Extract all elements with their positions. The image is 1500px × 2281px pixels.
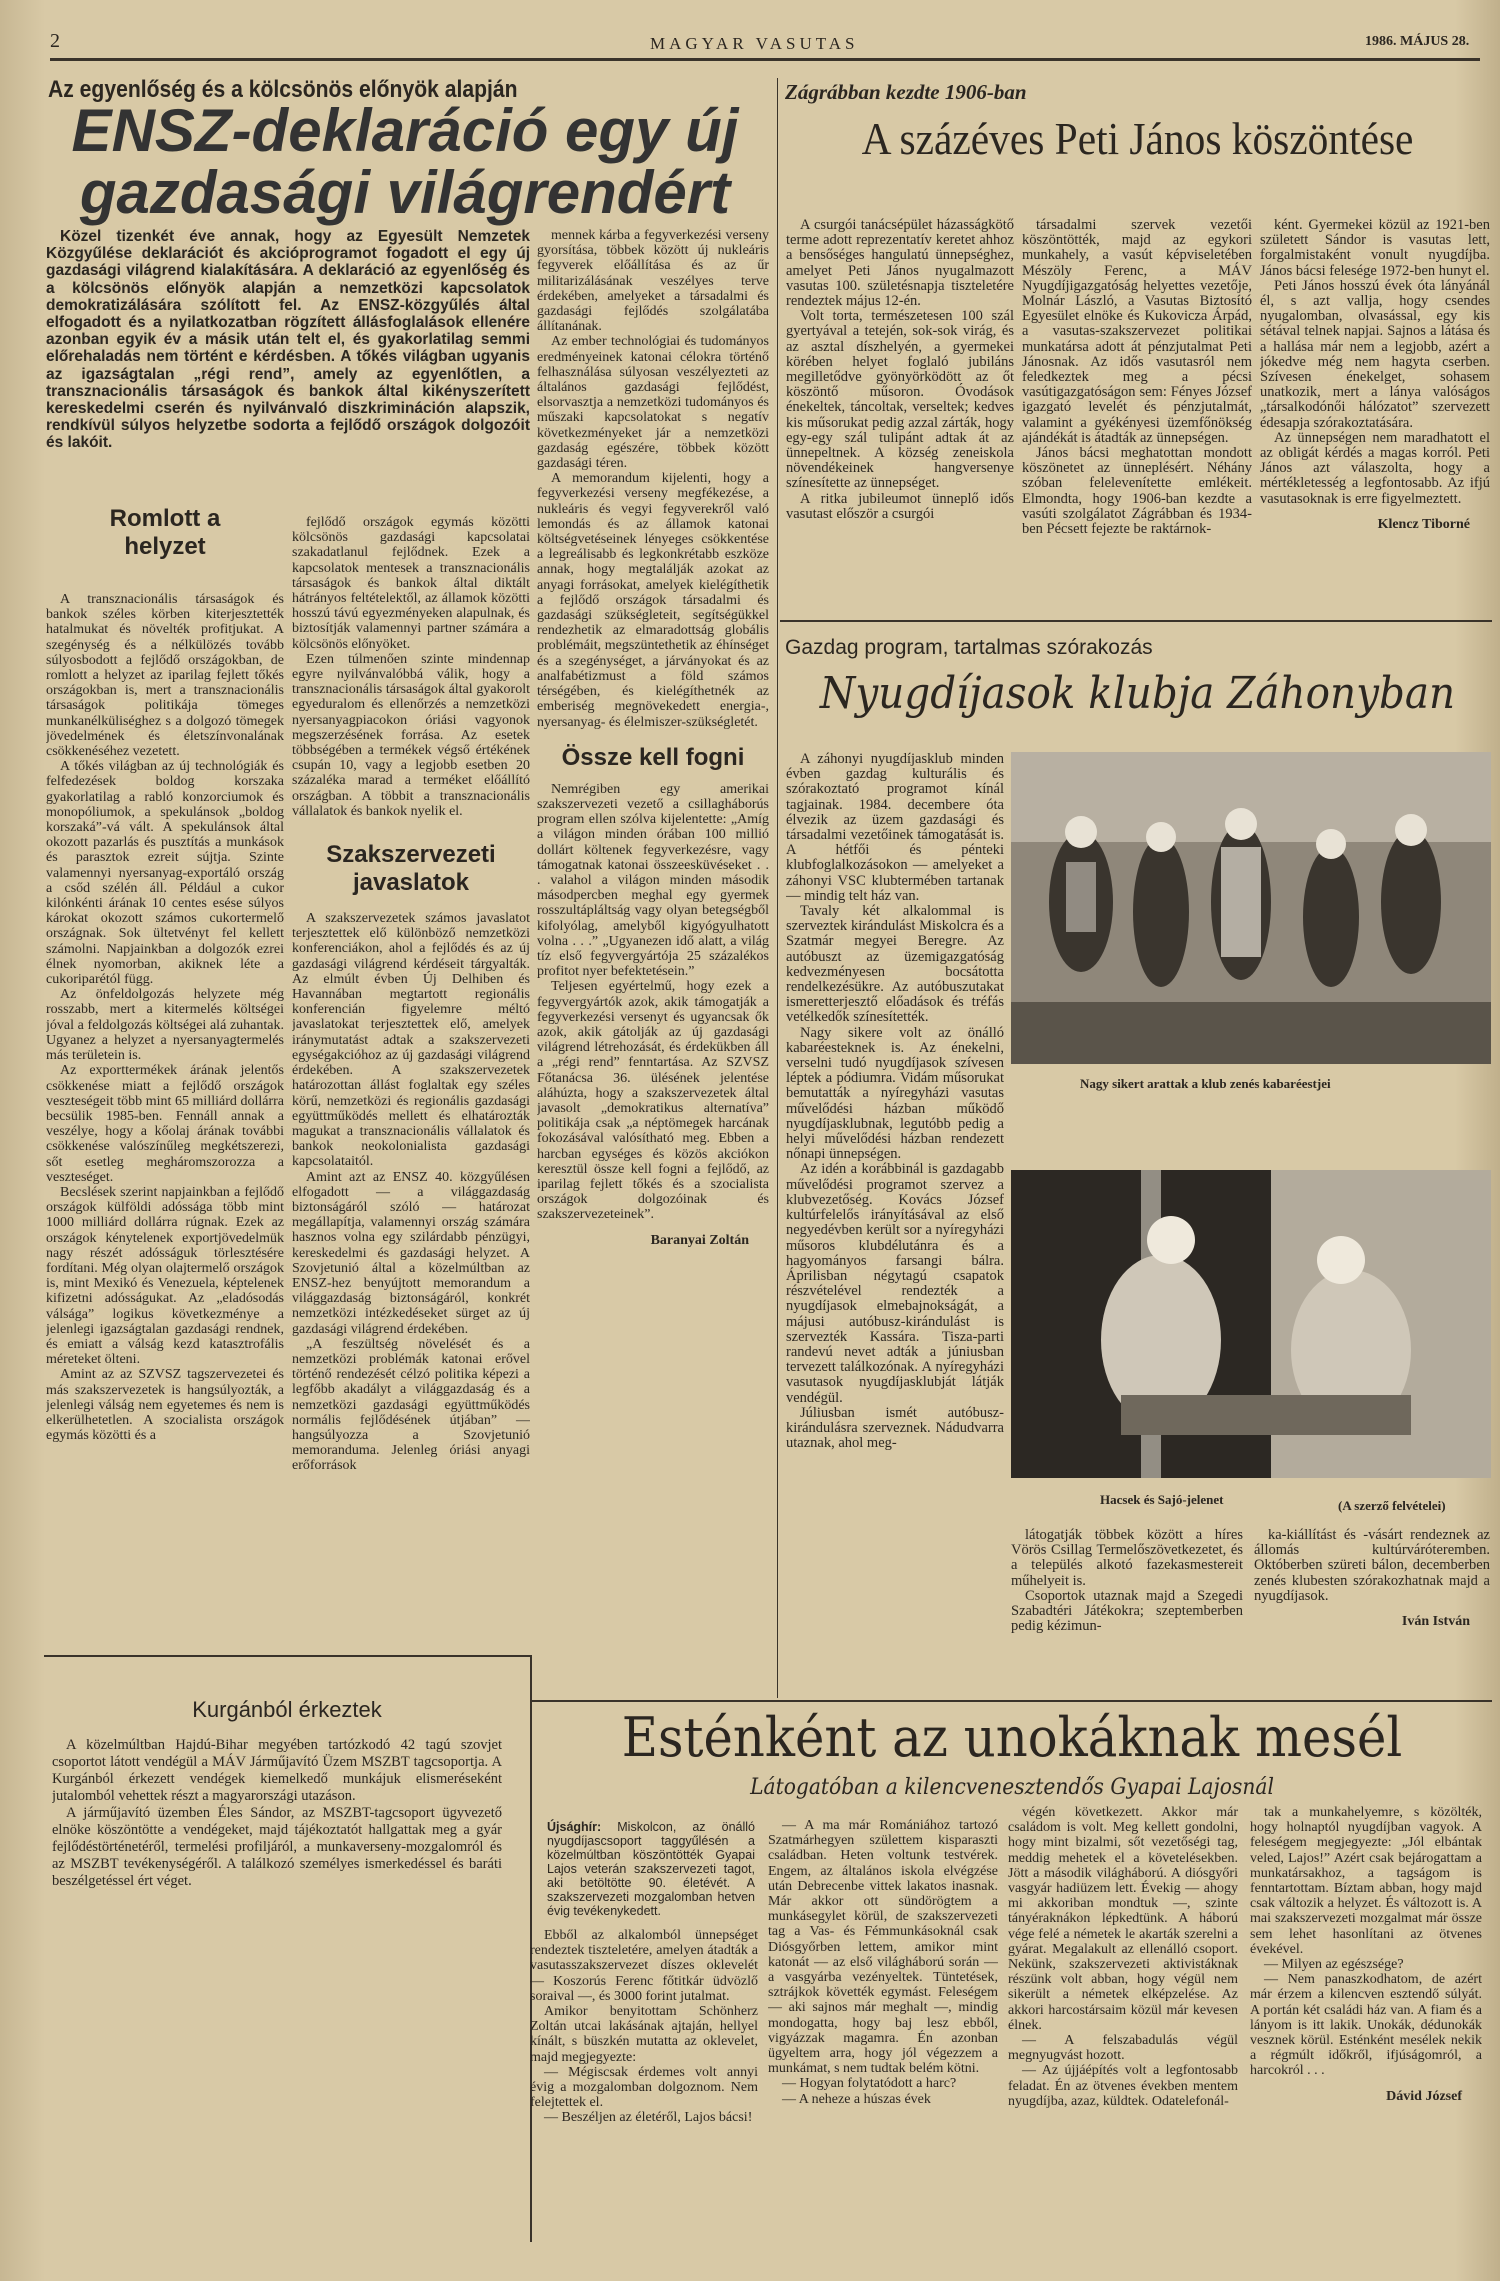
- ensz-column-2-part-a: [292, 515, 530, 819]
- paragraph: Az ember technológiai és tudományos eredményeinek katonai célokra történő felhasználása súlyosan veszélyezteti az általános gazdasági fejlődést, elsorvasztja a nemzetközi tudományos és műszaki kapcsolatokat s negatív következményeket jár a nemzetközi gazdaság egészére, többek között gazdasági téren.: [537, 334, 769, 472]
- paragraph: végén következett. Akkor már családom is volt. Meg kellett gondolni, hogy mint bizalmi, sőt vezetőségi tag, meddig mehetek el a követelésekben. Jött a második világháború. A diósgyőri vasgyár hadiüzem lett. Évekig — ahogy mi akkoriban mondtuk —, szinte tányéraknákon lépkedtünk. A háború vége felé a németek le akarták szerelni a gyárat. Megalakult az ellenálló csoport. Nekünk, szakszervezeti aktivistáknak részünk volt abban, hogy végül nem sikerült a németek elképzelése. Az akkori harcostársaim közül már kevesen élnek.: [1008, 1805, 1238, 2033]
- klub-column-3-text: [1254, 1528, 1490, 1604]
- ensz-column-3: [537, 228, 769, 1648]
- unokak-column-4-text: [1250, 1805, 1482, 2079]
- unokak-top-rule: [532, 1700, 1492, 1702]
- paragraph: A csurgói tanácsépület házasságkötő terme adott reprezentatív keretet ahhoz a bensőséges hangulatú ünnepséghez, amelyet Peti János nyugalmazott vasutas 100. születésnapja tiszteletére rendeztek május 12-én.: [786, 218, 1014, 310]
- paragraph: Közel tizenkét éve annak, hogy az Egyesült Nemzetek Közgyűlése deklarációt és akcióprogramot fogadott el egy új gazdasági világrend kialakítására. A deklaráció az egyenlőség és a kölcsönös előnyök alapján a nemzetközi kapcsolatok demokratizálására szólított fel. Az ENSZ-közgyűlés által elfogadott és a nyilatkozatban rögzített állásfoglalások ellenére azonban egyik év a másik után telt el, és gyakorlatilag semmi előrehaladás nem történt e kérdésben. A tőkés világban ugyanis az igazságtalan „régi rend”, amely az egyenlőtlen, a transznacionális társaságok és bankok által kikényszerített kereskedelmi cserén és nyilvánvaló diszkrimináción alapszik, rendkívül súlyos helyzetbe sodorta a fejlődő országok dolgozóit és lakóit.: [46, 228, 530, 452]
- paragraph: — A neheze a húszas évek: [782, 2091, 931, 2107]
- photo-hacsek-sajo-figures: [1011, 1170, 1491, 1478]
- paragraph: Becslések szerint napjainkban a fejlődő országok külföldi adóssága több mint 1000 milliárd dollárra rúgnak. Ezek az országok kénytelenek exportjövedelmük nagy részét adósságuk törlesztésére fordítani. Még olyan olajtermelő országok is, mint Mexikó és Venezuela, képtelenek kifizetni adósságukat. Az „eladósodás válsága” logikus következménye a jelenlegi igazságtalan gazdasági rendnek, és emiatt a válság kezd katasztrofális méreteket ölteni.: [46, 1184, 284, 1368]
- paragraph: Teljesen egyértelmű, hogy ezek a fegyvergyártók azok, akik támogatják a fegyverkezési versenyt és ugyancsak ők azok, akik gátolják az új gazdasági világrend létrehozását, és érdekükben áll a „régi rend” fenntartása. Az SZVSZ Főtanácsa 36. ülésének jelentése aláhúzta, hogy a szakszervezetek által javasolt „demokratikus alternatíva” politikája csak „a néptömegek harcának fokozásával valósítható meg. Ebben a harcban egységes és közös akciókon keresztül össze kell fogni a fejlődő, az iparilag fejlett tőkés és a szocialista országok dolgozóinak és szakszervezeteinek”.: [537, 979, 769, 1223]
- paragraph: mennek kárba a fegyverkezési verseny gyorsítása, többek között új nukleáris fegyverek előállítása és az űr militarizálásának veszélyes terve érdekében, amelyeket a társadalmi és gazdasági fejlődés szolgálatába állítanának.: [537, 228, 769, 335]
- peti-bottom-rule: [780, 620, 1492, 622]
- unokak-column-3: [1008, 1805, 1238, 2177]
- ensz-column-2: [292, 515, 530, 1642]
- unokak-column-4: [1250, 1805, 1482, 2205]
- ensz-intro: [46, 228, 530, 498]
- ensz-column-3-part-a: [537, 228, 769, 730]
- paragraph: Az idén a korábbinál is gazdagabb művelődési programot szervez a klubvezetőség. Kovács József kultúrfelelős irányításával az első negyedévben került sor a nyíregyházi műsoros klubdélutánra és a hagyományos farsangi bálra. Áprilisban négytagú csapatok részvételével rendezték a nyugdíjasok elmebajnokságát, a májusi autóbusz-kirándulást is szervezték Kassára. Tisza-parti randevú nevet adták a júniusban tervezett találkozónak. A nyíregyházi vasutasok nyugdíjasklubját látják vendégül.: [786, 1161, 1004, 1406]
- unokak-lead-box: [547, 1820, 755, 1918]
- paragraph: Az ünnepségen nem maradhatott el az obligát kérdés a magas korról. Peti János azt válaszolta, hogy a mértékletesség a legfontosabb. Az ifjú vasutasoknak is erre figyelmeztett.: [1260, 429, 1490, 507]
- paragraph: — Beszéljen az életéről, Lajos bácsi!: [544, 2110, 753, 2126]
- peti-column-2: [1022, 218, 1252, 613]
- ensz-headline: [40, 97, 770, 226]
- paragraph: János bácsi meghatottan mondott köszönetet az ünneplésért. Néhány szóban felelevenítette emlékeit. Elmondta, hogy 1906-ban kezdte a vasúti szolgálatot Zágrábban és 1934-ben Pécsett fejezte be raktárnok-: [1022, 445, 1252, 538]
- issue-date: 1986. MÁJUS 28.: [1365, 34, 1470, 49]
- paragraph: — Milyen az egészsége?: [1264, 1957, 1404, 1973]
- kurgan-title: Kurgánból érkeztek: [192, 1697, 382, 1722]
- kurgan-body: [52, 1737, 502, 1890]
- unokak-column-2: [768, 1818, 998, 2178]
- ensz-column-1: [46, 592, 284, 1642]
- paragraph: Amint azt az ENSZ 40. közgyűlésen elfogadott — a világgazdaság biztonságáról szóló — határozat megállapítja, valamennyi ország számára hasznos volna egy szilárdabb pénzügyi, kereskedelmi és gazdasági helyzet. A Szovjetunió által a közelmúltban az ENSZ-hez benyújtott memorandum a világgazdaság biztonságáról, konkrét nemzetközi intézkedéseket sürget az új gazdasági világrend érdekében.: [292, 1169, 530, 1337]
- paragraph: A közelmúltban Hajdú-Bihar megyében tartózkodó 42 tagú szovjet csoportot látott vendégül a MÁV Járműjavító Üzem MSZBT tagcsoportja. A Kurgánból érkezett vendégek kiemelkedő munkájuk elismeréseként jutalomból vehettek részt a magyarországi utazáson.: [52, 1737, 502, 1804]
- peti-kicker: Zágrábban kezdte 1906-ban: [785, 80, 1027, 104]
- masthead-rule: [50, 58, 1480, 61]
- unokak-column-1: [530, 1928, 758, 2178]
- newspaper-name: MAGYAR VASUTAS: [650, 34, 859, 53]
- paragraph: — Nem panaszkodhatom, de azért már érzem a kilencven esztendő súlyát. A portán két családi ház van. A fiam és a lányom is itt lakik. Unokák, dédunokák vesznek körül. Esténként mesélek nekik a régmúlt időkről, ifjúságomról, a harcokról . . .: [1250, 1972, 1482, 2079]
- photo-hacsek-sajo: [1011, 1170, 1491, 1478]
- paragraph: — Az újjáépítés volt a legfontosabb feladat. Én az ötvenes években mentem nyugdíjba, azaz, küldtek. Odatelefonál-: [1008, 2063, 1238, 2109]
- klub-column-3: [1254, 1528, 1490, 1693]
- paragraph: látogatják többek között a híres Vörös Csillag Termelőszövetkezetet, és a település alkotó fazekasmestereit műhelyeit is.: [1011, 1528, 1243, 1589]
- caption-hacsek-sajo: Hacsek és Sajó-jelenet: [1100, 1492, 1224, 1507]
- klub-column-2: [1011, 1528, 1243, 1688]
- unokak-headline: Esténként az unokáknak mesél: [621, 1706, 1403, 1769]
- paragraph: A tőkés világban az új technológiák és felfedezések boldog korszaka gyakorlatilag a rabló konzorciumok és monopóliumok, a spekulánsok „boldog korszaká”-vá vált. A spekulánsok által okozott pazarlás és pusztítás a munkások és parasztok ezreit sújtja. Szinte valamennyi nyersanyag-exportáló ország a csőd szélén áll. Például a cukor kilónkénti árának 10 centes esése súlyos károkat okozott számos cukortermelő országnak. Sok ültetvényt fel kellett számolni. Napjainkban a dolgozók ezrei élnek nyomorban, akiknek léte a cukoriparétól függ.: [46, 759, 284, 988]
- paragraph: Nemrégiben egy amerikai szakszervezeti vezető a csillagháborús program ellen szólva kijelentette: „Amíg a világon minden órában 100 millió dollárt költenek fegyverkezésre, vagy támogatnak katonai összeesküvéseket . . . valahol a világon minden második másodpercben meghal egy gyermek rosszultápláltság vagy olyan betegségből kifolyólag, amelyből kigyógyulhatott volna . . .” „Ugyanezen idő alatt, a világ tíz első fegyvergyártója 25 százalékos profitot nyer befektetésein.”: [537, 781, 769, 980]
- peti-column-3: [1260, 218, 1490, 613]
- klub-headline: Nyugdíjasok klubja Záhonyban: [819, 668, 1456, 719]
- paragraph: fejlődő országok egymás közötti kölcsönös gazdasági kapcsolatai szakadatlanul fejlődnek. Ezek a kapcsolatok mentesek a transznacionális társaságok és bankok által diktált hátrányos feltételektől, az államok közötti hosszú távú egyezményeken alapulnak, és biztosítják valamennyi partner számára a kölcsönös előnyöket.: [292, 515, 530, 652]
- paragraph: — A ma már Romániához tartozó Szatmárhegyen születtem kisparaszti családban. Heten voltunk testvérek. Engem, az általános iskola elvégzése után Debrecenbe vittek lakatos inasnak. Már akkor ott sündörögtem a munkásegylet körül, de szakszervezeti tag a Vas- és Fémmunkásoknál csak Diósgyőrben lettem, amikor mint katonát — az első világháború során — a vasgyárba vezényeltek. Tüntetések, sztrájkok követték egymást. Feleségem — aki sajnos már meghalt —, mindig mondogatta, hogy baj lesz ebből, vigyázzak magamra. Én azonban ügyeltem arra, hogy jól végezzem a munkámat, s nem tudtak belém kötni.: [768, 1818, 998, 2077]
- paragraph: Nagy sikere volt az önálló kabaréesteknek is. Az énekelni, verselni tudó nyugdíjasok szívesen léptek a pódiumra. Vidám műsorukat bemutatták a nyíregyházi vasutas művelődési házban működő nyugdíjasklubnak, legutóbb pedig a helyi művelődési házban rendezett nőnapi ünnepségen.: [786, 1024, 1004, 1163]
- paragraph: Júliusban ismét autóbusz-kirándulásra szerveznek. Nádudvarra utaznak, ahol meg-: [786, 1404, 1004, 1452]
- peti-headline: A százéves Peti János köszöntése: [861, 113, 1414, 164]
- paragraph: — Hogyan folytatódott a harc?: [782, 2076, 957, 2092]
- paragraph: A záhonyi nyugdíjasklub minden évben gazdag kulturális és szórakoztató programot kínál tagjainak. 1984. decembere óta élvezik az üzem gazdasági és társadalmi vezetőinek támogatását is. A hétfői és pénteki klubfoglalkozásokon — amelyeket a záhonyi VSC klubtermében tartanak — mindig telt ház van.: [786, 752, 1004, 904]
- ensz-subhead-javaslatok: Szakszervezeti javaslatok: [326, 841, 496, 897]
- klub-column-1: [786, 752, 1004, 1697]
- paragraph: Ezen túlmenően szinte mindennap egyre nyilvánvalóbbá válik, hogy a transznacionális társaságok által gyakorolt egyeduralom és ellenőrzés a nemzetközi nyersanyagpiacokon óriási vagyonok megszerzésének forrása. Az esetek többségében a termékek végső értékének csupán 10, vagy a legjobb esetben 20 százaléka marad a terméket előállító országban. A többit a transznacionális vállalatok és bankok nyelik el.: [292, 651, 530, 819]
- photo-credit: (A szerző felvételei): [1338, 1498, 1446, 1513]
- kurgan-box: [44, 1655, 532, 2242]
- ensz-kicker: Az egyenlőség és a kölcsönös előnyök alapján: [48, 76, 518, 103]
- paragraph: Tavaly két alkalommal is szerveztek kirándulást Miskolcra és a Szatmár megyei Beregre. Az autóbuszt az üzemigazgatóság kedvezményesen bocsátotta rendelkezésükre. Az autóbuszutakat ismeretterjesztő előadások és tréfás vetélkedők színesítették.: [786, 903, 1004, 1026]
- paragraph: Az önfeldolgozás helyzete még rosszabb, mert a kitermelés költségei jóval a feldolgozás költségei alá zuhantak. Ugyanez a helyzet a nyersanyagtermelés más területein is.: [46, 987, 284, 1064]
- paragraph: A memorandum kijelenti, hogy a fegyverkezési verseny megfékezése, a nukleáris és vegyi fegyverekről való lemondás és az államok katonai költségvetéseinek lényeges csökkentése a legreálisabb és legkonkrétabb eszköze annak, hogy megtalálják azokat az anyagi forrásokat, amelyek kielégíthetik a fejlődő országok társadalmi és gazdasági szükségleteit, segítségükkel rendezhetik az elmaradottság globális problémáit, megszüntethetik az éhínséget és a szegénységet, a járványokat és az analfabétizmust a föld számos térségében, és kielégíthetnék az emberiség megnövekedett energia-, nyersanyag- és élelmiszer-szükségletét.: [537, 471, 769, 730]
- paragraph: társadalmi szervek vezetői köszöntötték, majd az egykori munkahely, a vasút képviseletében Mészöly Ferenc, a MÁV Nyugdíjigazgatóság helyettes vezetője, Molnár László, a Vasutas Biztosító Egyesület elnöke és Kukovicza Árpád, a vasutas-szakszervezet politikai munkatársa adott át pénzjutalmat Peti Jánosnak. Az idős vasutasról nem feledkeztek meg a pécsi vasútigazgatóságon sem: Fényes József igazgató levelét és pénzjutalmát, valamint a gyékényesi üzemfőnökség ajándékát is átadták az ünnepségen.: [1022, 218, 1252, 446]
- unokak-lead-text: Miskolcon, az önálló nyugdíjascsoport taggyűlésén a közelmúltban köszöntötték Gyapai Lajos veterán szakszervezeti tagot, aki betöltötte 90. életévét. A szakszervezeti mozgalomban hetven évig tevékenykedett.: [547, 1820, 755, 1918]
- unokak-author: Dávid József: [1386, 2088, 1462, 2104]
- klub-author: Iván István: [1401, 1614, 1470, 1630]
- paragraph: — Mégiscsak érdemes volt annyi évig a mozgalomban dolgoznom. Nem felejtettek el.: [530, 2064, 758, 2111]
- paragraph: A transznacionális társaságok és bankok széles körben kiterjesztették hatalmukat és növelték profitjukat. A szegénység és a nélkülözés tovább súlyosbodott a fejlődő országokban, de romlott a helyzet az iparilag fejlett tőkés országokban is, mert a transznacionális társaságok politikája tömeges munkanélküliséghez s a dolgozó tömegek jövedelmének és életszínvonalának csökkenéséhez vezetett.: [46, 592, 284, 760]
- ensz-subhead-romlott: [46, 505, 284, 561]
- photo-cabaret: [1011, 752, 1491, 1064]
- paragraph: ka-kiállítást és -vásárt rendeznek az állomás kultúrváróteremben. Októberben szüreti bálon, decemberben zenés klubesten szórakozhatnak majd a nyugdíjasok.: [1254, 1528, 1490, 1604]
- paragraph: A ritka jubileumot ünneplő idős vasutast először a csurgói: [786, 490, 1014, 522]
- unokak-lead-label: Újsághír:: [547, 1820, 602, 1834]
- column-divider: [777, 78, 778, 1698]
- paragraph: Csoportok utaznak majd a Szegedi Szabadtéri Játékokra; szeptemberben pedig kézimun-: [1011, 1587, 1243, 1635]
- ensz-column-3-part-b: [537, 782, 769, 1223]
- photo-cabaret-figures: [1011, 752, 1491, 1064]
- paragraph: Amikor benyitottam Schönherz Zoltán utcai lakásának ajtaján, hellyel kínált, s büszkén mutatta az oklevelet, majd megjegyezte:: [530, 2004, 758, 2065]
- paragraph: A szakszervezetek számos javaslatot terjesztettek elő különböző nemzetközi konferenciákon, ahol a fejlődés és az új gazdasági világrend kérdéseit tárgyalták. Az elmúlt évben Új Delhiben és Havannában megtartott regionális konferencián figyelemre méltó javaslatokat terjesztettek elő, amelyek iránymutatást adtak a szakszervezeti egységakcióhoz az új gazdasági világrend érdekében. A szakszervezetek határozottan állást foglaltak egy széles körű, nemzetközi és regionális gazdasági együttműködés mellett és elhatározták magukat a transznacionális vállalatok és bankok neokolonialista gazdasági kapcsolataitól.: [292, 911, 530, 1170]
- caption-cabaret: Nagy sikert arattak a klub zenés kabaréestjei: [1080, 1076, 1331, 1091]
- ensz-author: Baranyai Zoltán: [650, 1232, 749, 1248]
- peti-column-1: [786, 218, 1014, 613]
- paragraph: „A feszültség növelését és a nemzetközi problémák katonai erővel történő rendezését célzó politika képezi a legfőbb akadályt a világgazdaság és a nemzetközi gazdasági együttműködés normális fejlődésének útjában” — hangsúlyozza a Szovjetunió memoranduma. Jelenleg óriási anyagi erőforrások: [292, 1336, 530, 1474]
- unokak-subtitle: Látogatóban a kilencvenesztendős Gyapai Lajosnál: [750, 1775, 1274, 1800]
- peti-author: Klencz Tiborné: [1377, 516, 1470, 532]
- paragraph: Az exporttermékek árának jelentős csökkenése miatt a fejlődő országok veszteségeit több mint 65 milliárd dollárra becsülik 1985-ben. Fennáll annak a veszélye, hogy a kőolaj árának további csökkenése valószínűleg megkétszerezi, sőt esetleg megháromszorozza a veszteséget.: [46, 1063, 284, 1185]
- ensz-column-2-part-b: [292, 911, 530, 1474]
- subhead-text: Romlott a helyzet: [109, 505, 221, 560]
- paragraph: ként. Gyermekei közül az 1921-ben született Sándor is vasutas lett, forgalmistaként vonult nyugdíjba. János bácsi felesége 1972-ben hunyt el.: [1260, 218, 1490, 279]
- peti-column-3-text: [1260, 218, 1490, 507]
- ensz-headline-line2: gazdasági világrendért: [79, 159, 731, 226]
- ensz-headline-line1: ENSZ-deklaráció egy új: [71, 97, 739, 164]
- paragraph: — A felszabadulás végül megnyugvást hozott.: [1008, 2033, 1238, 2064]
- ensz-subhead-ossze: Össze kell fogni: [561, 743, 745, 771]
- paragraph: Ebből az alkalomból ünnepséget rendeztek tiszteletére, amelyen átadták a vasutasszakszervezet díszes oklevelét — Koszorús Ferenc főtitkár üdvözlő soraival —, és 3000 forint jutalmat.: [530, 1928, 758, 2004]
- paragraph: Volt torta, természetesen 100 szál gyertyával a tetején, sok-sok virág, és az asztal díszhelyén, a gyermekei körében helyet foglaló jubiláns megilletődve gyönyörködött az őt köszöntő műsoron. Óvodások énekeltek, táncoltak, verseltek; kedves kis műsorukat pedig azzal zárták, hogy egy-egy szál tulipánt adtak át az ünnepeltnek. A község zeneiskola növendékeinek hangversenye színesítette az ünnepséget.: [786, 308, 1014, 492]
- page-number: 2: [50, 30, 60, 52]
- paragraph: tak a munkahelyemre, s közölték, hogy holnaptól nyugdíjban vagyok. A feleségem megjegyezte: „Jól elbántak veled, Lajos!” Azért csak bejárogattam a munkatársakhoz, a tagságom is fenntartottam. Bíztam abban, hogy majd csak változik a helyzet. És változott is. A mai szakszervezeti mozgalmat már össze sem lehet hasonlítani az ötvenes évekével.: [1250, 1805, 1482, 1957]
- paragraph: Amint az az SZVSZ tagszervezetei és más szakszervezetek is hangsúlyozták, a jelenlegi válság nem egyetemes és nem is elkerülhetetlen. A szocialista országok egymás közötti és a: [46, 1367, 284, 1444]
- paragraph: Peti János hosszú évek óta lányánál él, s azt vallja, hogy csendes nyugalomban, olvasással, egy kis sétával telnek napjai. Sajnos a látása és a hallása már nem a legjobb, azért a jókedve még nem hagyta cserben. Szívesen énekelget, sohasem unatkozik, mert a lánya valóságos „társalkodónői hálózatot” szervezett édesapja szórakoztatására.: [1260, 277, 1490, 431]
- klub-kicker: Gazdag program, tartalmas szórakozás: [785, 636, 1153, 659]
- paragraph: A járműjavító üzemben Éles Sándor, az MSZBT-tagcsoport ügyvezető elnöke köszöntötte a vendégeket, majd tájékoztatót hallgattak meg a gyár fejlődéstörténetéről, termelési profiljáról, a munkaverseny-mozgalomról és az MSZBT tevékenységéről. A találkozó személyes ismerkedéssel és baráti beszélgetéssel ért véget.: [52, 1805, 502, 1889]
